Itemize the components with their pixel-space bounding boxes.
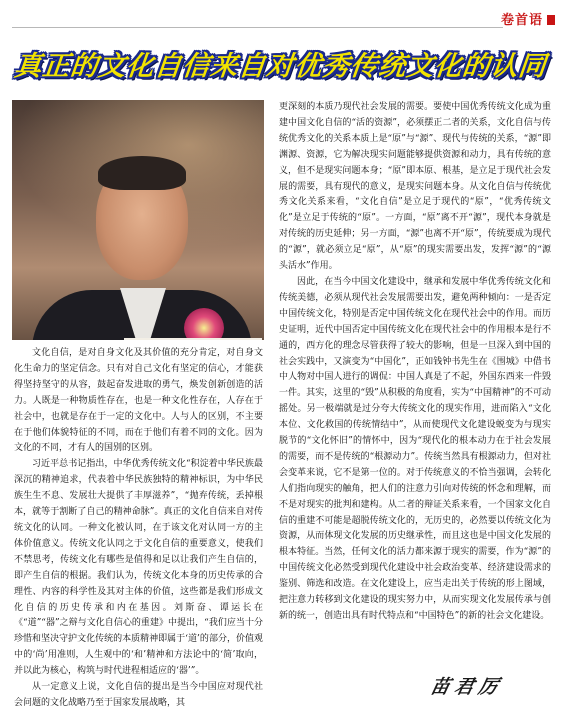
paragraph: 因此，在当今中国文化建设中，继承和发展中华优秀传统文化和传统美德，必须从现代社会发展需要出发，避免两种倾向：一是否定中国传统文化，特别是否定中国传统文化在现代社会中的作用。而历史证明，近代中国否定中国传统文化在现代社会中的作用根本是行不通的，西方化的理念尽管获得了较大的影响，但是一旦深入到中国的社会实践中，又演变为“中国化”，正如钱钟书先生在《围城》中借书中人物对中国人进行的调侃：中国人真是了不起，外国东西来一件毁一件。其实，这里的“毁”从积极的角度看，实为“中国精神”的不可动摇处。另一极端就是过分夸大传统文化的现实作用，进而陷入“文化本位、文化救国的传统情结中”，从而使现代文化建设蜕变为与现实脱节的“文化怀旧”的情怀中，因为“现代化的根本动力在于社会发展的需要，而不是传统的“根源动力”。传统当然具有根源动力，但对社会变革来说，它不是第一位的。对于传统意义的不恰当强调，会转化人们指向现实的触角，把人们的注意力引向对传统的怀念和理解，而不是对现实的批判和建构。从二者的辩证关系来看，一个国家文化自信的重建不可能是超脱传统文化的，无历史的，必然要以传统文化为资源，从而体现文化发展的历史继承性，而且这也是中国文化发展的根本特征。当然，任何文化的活力都来源于现实的需要，作为“源”的中国传统文化必然受到现代化建设中社会政治变革、经济建设需求的鉴别、筛选和改造。在文化建设上，应当走出关于传统的形上图域，把注意力转移到文化建设的现实努力中，从而实现文化发展传承与创新的统一，创造出具有时代特点和“中国特色”的新的社会文化建设。 [279, 276, 551, 621]
header-rule [12, 27, 503, 28]
paragraph: 文化自信，是对自身文化及其价值的充分肯定，对自身文化生命力的坚定信念。只有对自己文化有坚定的信心，才能获得坚持坚守的从容，鼓起奋发进取的勇气，焕发创新创造的活力。人既是一种物质性存在，也是一种文化性存在，人存在于社会中，也就是存在于一定的文化中。人与人的区别，不主要在于他们体貌特征的不同，而在于他们有着不同的文化。因为文化的不同，才有人的国别的区别。 [14, 348, 263, 454]
paragraph: 从一定意义上说，文化自信的提出是当今中国应对现代社会问题的文化战略乃至于国家发展战略，其 [14, 682, 263, 708]
section-label: 卷首语 [500, 13, 543, 28]
article-column-right [279, 100, 551, 668]
article-column-left [14, 346, 263, 708]
corsage-flower [184, 308, 224, 340]
article-headline: 真正的文化自信来自对优秀传统文化的认同 [12, 51, 548, 82]
author-signature: 苗君厉 [428, 676, 505, 698]
paragraph: 更深刻的本质乃现代社会发展的需要。要使中国优秀传统文化成为重建中国文化自信的“活的资源”，必须摆正二者的关系，文化自信与传统优秀文化的关系本质上是“原”与“源”、现代与传统的关系，“源”即渊源、资源，它为解决现实问题能够提供资源和动力，具有传统的意义，但不是现实问题本身；“原”即本原、根基，是立足于现代社会发展的需要，具有现代的意义，是现实问题本身。从文化自信与传统优秀文化关系来看，“文化自信”是立足于现代的“原”，“优秀传统文化”是立足于传统的“原”。一方面，“原”离不开“源”，现代本身就是对传统的历史延伸；另一方面，“源”也离不开“原”，传统要成为现代的“源”，就必须立足“原”，从“原”的现实需要出发，发挥“源”的“源头活水”作用。 [279, 102, 551, 272]
page-header [0, 6, 563, 30]
photo-nameplate [124, 338, 262, 340]
paragraph: 习近平总书记指出，中华优秀传统文化“积淀着中华民族最深沉的精神追求，代表着中华民族独特的精神标识，为中华民族生生不息、发展壮大提供了丰厚滋养”，“抛弃传统，丢掉根本，就等于割断了自己的精神命脉”。真正的文化自信来自对传统文化的认同。一种文化被认同，在于该文化对认同一方的主体价值意义。传统文化认同之于文化自信的重要意义，使我们不禁思考，传统文化有哪些是值得和足以让我们产生自信的，即产生自信的根据。我们认为，传统文化本身的历史传承的合理性、内容的科学性及其对主体的价值，这些都是我们形成文化自信的历史传承和内在基因。刘斯奋、谭运长在《“道”“器”之辩与文化自信心的重建》中提出，“我们应当十分珍惜和坚决守护文化传统的本质精神即属于‘道’的部分，价值观中的‘尚’用准则，人生观中的‘和’精神和方法论中的‘简’取向，并以此为核心，构筑与时代进程相适应的‘器’”。 [14, 459, 263, 677]
section-marker [547, 15, 555, 25]
author-photo [12, 100, 264, 340]
